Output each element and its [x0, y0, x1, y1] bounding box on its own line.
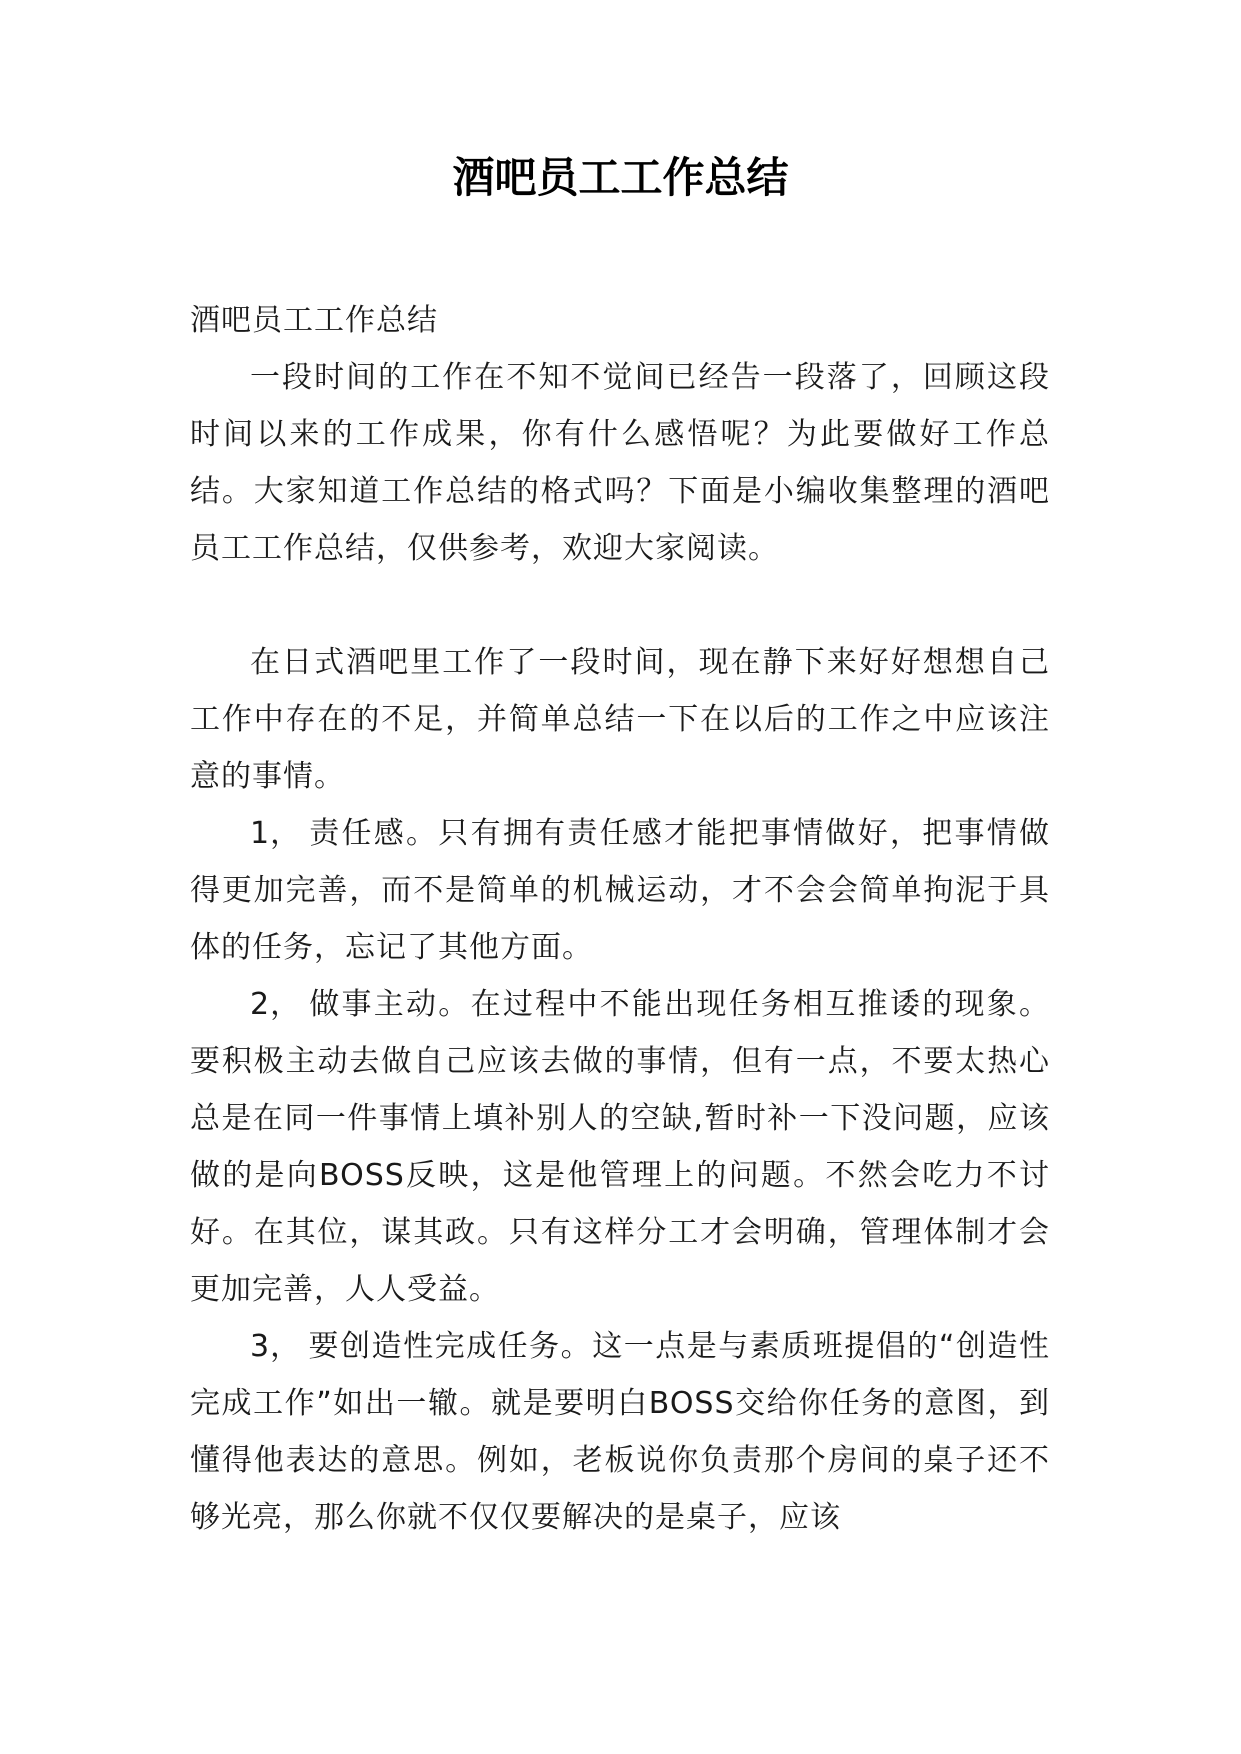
- document-body: [190, 292, 1050, 1546]
- list-item-number: 2，: [250, 987, 302, 1022]
- list-item-text: 要创造性完成任务。这一点是与素质班提倡的“创造性完成工作”如出一辙。就是要明白BOSS交给你任务的意图，到懂得他表达的意思。例如，老板说你负责那个房间的桌子还不够光亮，那么你就不仅仅要解决的是桌子，应该: [190, 1329, 1050, 1535]
- list-item-number: 3，: [250, 1329, 302, 1364]
- intro-paragraph: 一段时间的工作在不知不觉间已经告一段落了，回顾这段时间以来的工作成果，你有什么感悟呢？为此要做好工作总结。大家知道工作总结的格式吗？下面是小编收集整理的酒吧员工工作总结，仅供参考，欢迎大家阅读。: [190, 360, 1050, 566]
- list-item-text: 做事主动。在过程中不能出现任务相互推诿的现象。要积极主动去做自己应该去做的事情，但有一点，不要太热心总是在同一件事情上填补别人的空缺,暂时补一下没问题，应该做的是向BOSS反映，这是他管理上的问题。不然会吃力不讨好。在其位，谋其政。只有这样分工才会明确，管理体制才会更加完善，人人受益。: [190, 987, 1050, 1307]
- list-item: [190, 805, 1050, 976]
- paragraph-spacer: [190, 577, 1050, 634]
- document-title: 酒吧员工工作总结: [452, 153, 789, 202]
- document-subtitle: 酒吧员工工作总结: [190, 303, 438, 338]
- list-item-text: 责任感。只有拥有责任感才能把事情做好，把事情做得更加完善，而不是简单的机械运动，才不会会简单拘泥于具体的任务，忘记了其他方面。: [190, 816, 1050, 965]
- list-item-number: 1，: [250, 816, 302, 851]
- list-item: [190, 976, 1050, 1318]
- list-item: [190, 1318, 1050, 1546]
- paragraph-1: 在日式酒吧里工作了一段时间，现在静下来好好想想自己工作中存在的不足，并简单总结一下在以后的工作之中应该注意的事情。: [190, 645, 1050, 794]
